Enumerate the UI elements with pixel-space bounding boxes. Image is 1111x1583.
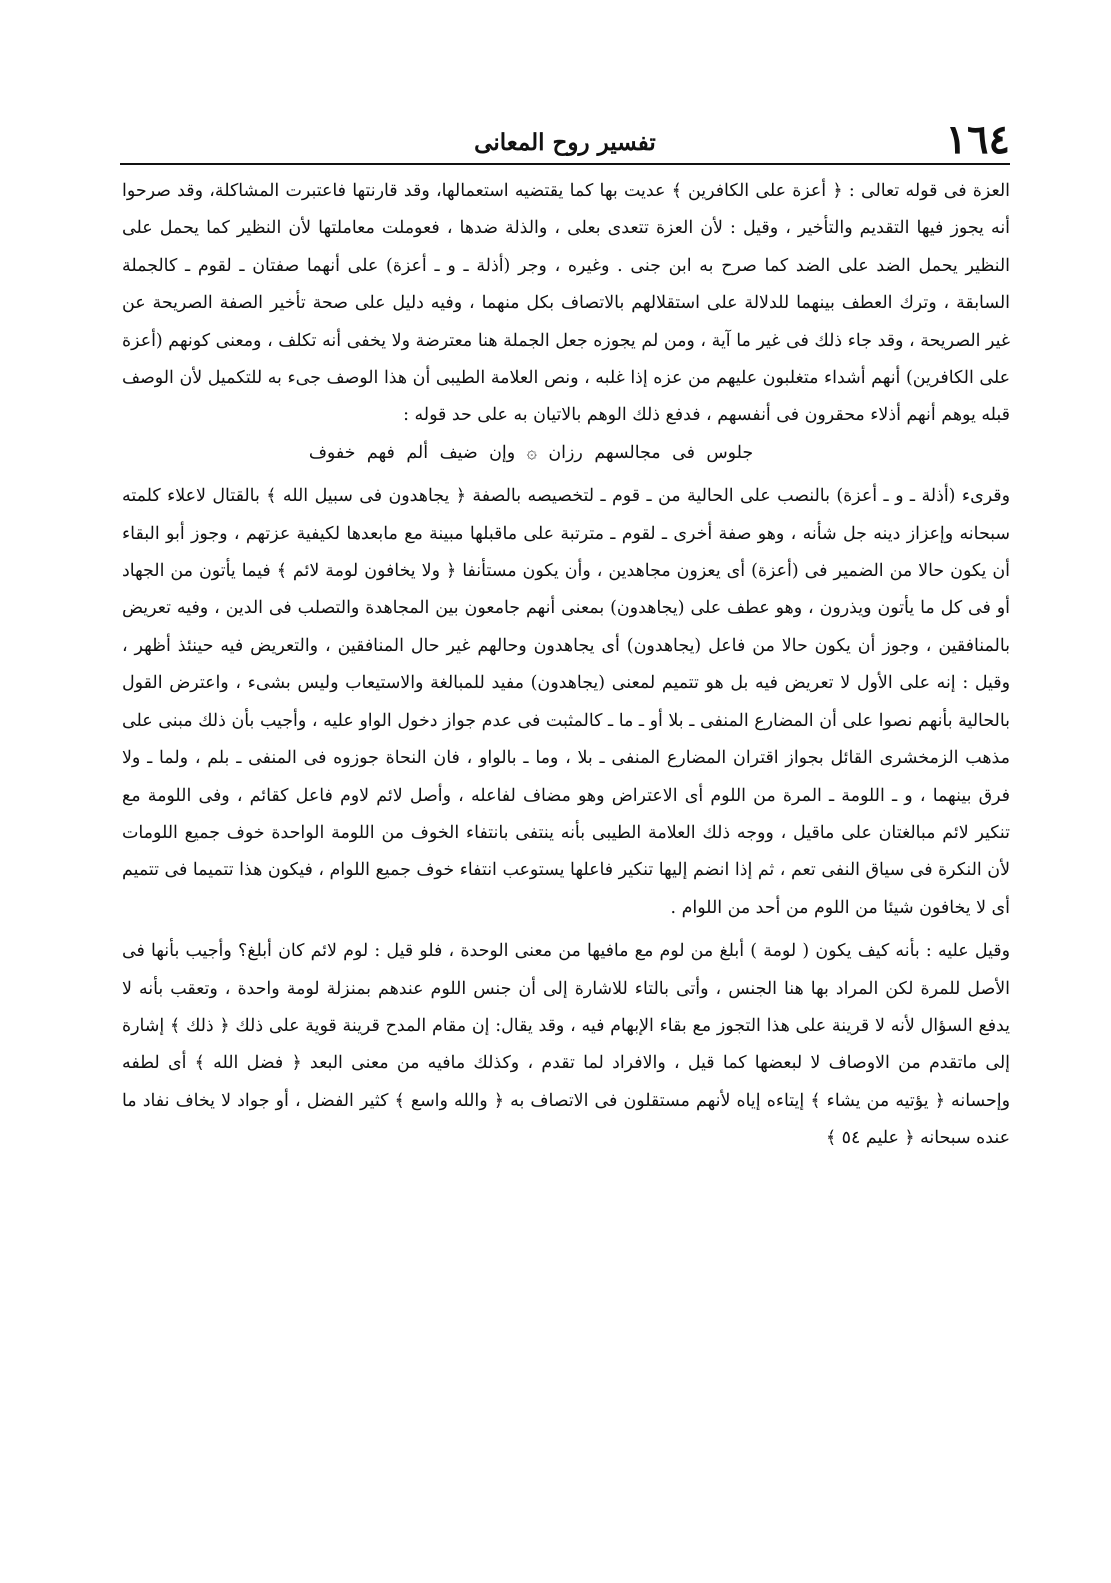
running-title: تفسير روح المعانى — [474, 129, 656, 156]
page-number: ١٦٤ — [945, 116, 1010, 163]
poetry-verse: جلوس فى مجالسهم رزان ۞ وإن ضيف ألم فهم خفوف — [308, 442, 754, 463]
paragraph: وقرىء (أذلة ـ و ـ أعزة) بالنصب على الحالية من ـ قوم ـ لتخصيصه بالصفة ﴿ يجاهدون فى سبيل الله ﴾ بالقتال لاعلاء كلمته سبحانه وإعزاز دينه جل شأنه ، وهو صفة أخرى ـ لقوم ـ مترتبة على ماقبلها مبينة مع مابعدها لكيفية عزتهم ، وجوز أبو البقاء أن يكون حالا من الضمير فى (أعزة) أى يعزون مجاهدين ، وأن يكون مستأنفا ﴿ ولا يخافون لومة لائم ﴾ فيما يأتون من الجهاد أو فى كل ما يأتون ويذرون ، وهو عطف على (يجاهدون) بمعنى أنهم جامعون بين المجاهدة والتصلب فى الدين ، وفيه تعريض بالمنافقين ، وجوز أن يكون حالا من فاعل (يجاهدون) أى يجاهدون وحالهم غير حال المنافقين ، والتعريض فيه حينئذ أظهر ، وقيل : إنه على الأول لا تعريض فيه بل هو تتميم لمعنى (يجاهدون) مفيد للمبالغة والاستيعاب وليس بشىء ، واعترض القول بالحالية بأنهم نصوا على أن المضارع المنفى ـ بلا أو ـ ما ـ كالمثبت فى عدم جواز دخول الواو عليه ، وأجيب بأن ذلك مبنى على مذهب الزمخشرى القائل بجواز اقتران المضارع المنفى ـ بلا ، وما ـ بالواو ، فان النحاة جوزوه فى المنفى ـ بلم ، ولما ـ ولا فرق بينهما ، و ـ اللومة ـ المرة من اللوم أى الاعتراض وهو مضاف لفاعله ، وأصل لائم لاوم فاعل كقائم ، وفى اللومة مع تنكير لائم مبالغتان على ماقيل ، ووجه ذلك العلامة الطيبى بأنه ينتفى بانتفاء الخوف من اللومة الواحدة خوف جميع اللومات لأن النكرة فى سياق النفى تعم ، ثم إذا انضم إليها تنكير فاعلها يستوعب انتفاء خوف جميع اللوام ، فيكون هذا تتميما فى تتميم أى لا يخافون شيئا من اللوم من أحد من اللوام . — [122, 486, 1010, 918]
paragraph: وقيل عليه : بأنه كيف يكون ( لومة ) أبلغ من لوم مع مافيها من معنى الوحدة ، فلو قيل : لوم لائم كان أبلغ؟ وأجيب بأنها فى الأصل للمرة لكن المراد بها هنا الجنس ، وأتى بالتاء للاشارة إلى أن جنس اللوم عندهم بمنزلة لومة واحدة ، وتعقب بأنه لا يدفع السؤال لأنه لا قرينة على هذا التجوز مع بقاء الإبهام فيه ، وقد يقال: إن مقام المدح قرينة قوية على ذلك ﴿ ذلك ﴾ إشارة إلى ماتقدم من الاوصاف لا لبعضها كما قيل ، والافراد لما تقدم ، وكذلك مافيه من معنى البعد ﴿ فضل الله ﴾ أى لطفه وإحسانه ﴿ يؤتيه من يشاء ﴾ إيتاءه إياه لأنهم مستقلون فى الاتصاف به ﴿ والله واسع ﴾ كثير الفضل ، أو جواد لا يخاف نفاد ما عنده سبحانه ﴿ عليم ٥٤ ﴾ — [122, 941, 1010, 1149]
body-text — [122, 173, 1010, 1158]
header-rule — [120, 163, 1010, 165]
page-header — [120, 118, 1010, 168]
paragraph: العزة فى قوله تعالى : ﴿ أعزة على الكافرين ﴾ عديت بها كما يقتضيه استعمالها، وقد قارنتها فاعتبرت المشاكلة، وقد صرحوا أنه يجوز فيها التقديم والتأخير ، وقيل : لأن العزة تتعدى بعلى ، والذلة ضدها ، فعوملت معاملتها لأن النظير كما يحمل على النظير يحمل الضد على الضد كما صرح به ابن جنى . وغيره ، وجر (أذلة ـ و ـ أعزة) على أنهما صفتان ـ لقوم ـ كالجملة السابقة ، وترك العطف بينهما للدلالة على استقلالهم بالاتصاف بكل منهما ، وفيه دليل على صحة تأخير الصفة الصريحة عن غير الصريحة ، وقد جاء ذلك فى غير ما آية ، ومن لم يجوزه جعل الجملة هنا معترضة ولا يخفى أنه تكلف ، ومعنى كونهم (أعزة على الكافرين) أنهم أشداء متغلبون عليهم من عزه إذا غلبه ، ونص العلامة الطيبى أن هذا الوصف جىء به للتكميل لأن الوصف قبله يوهم أنهم أذلاء محقرون فى أنفسهم ، فدفع ذلك الوهم بالاتيان به على حد قوله : — [122, 181, 1011, 426]
